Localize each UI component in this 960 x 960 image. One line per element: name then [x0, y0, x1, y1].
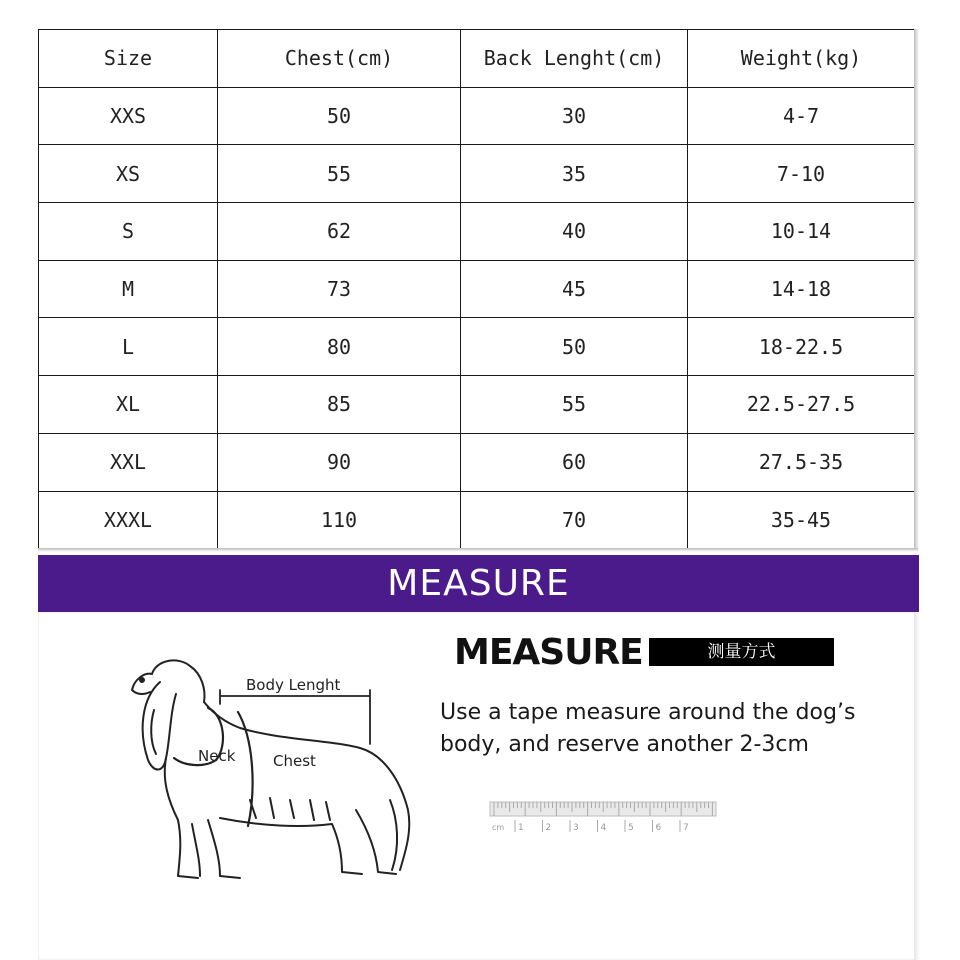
ruler-number: 7 [683, 823, 689, 833]
table-cell: XXL [39, 433, 218, 491]
table-cell: 35-45 [688, 491, 915, 549]
instruction-line-2: body, and reserve another 2-3cm [440, 732, 809, 757]
table-cell: 55 [218, 145, 461, 203]
measure-instructions [440, 697, 910, 761]
table-row [39, 203, 915, 261]
instruction-line-1: Use a tape measure around the dog’s [440, 700, 856, 725]
table-edge-shadow [914, 29, 919, 551]
ruler-number: 1 [518, 823, 524, 833]
table-row [39, 87, 915, 145]
table-cell: M [39, 260, 218, 318]
measure-method-tag: 测量方式 [649, 638, 834, 666]
ruler-number: 4 [600, 823, 607, 833]
table-cell: 55 [461, 376, 688, 434]
table-cell: 45 [461, 260, 688, 318]
table-cell: 70 [461, 491, 688, 549]
measure-banner: MEASURE [38, 555, 919, 612]
ruler-number: 2 [545, 823, 552, 833]
panel-edge-shadow [914, 612, 920, 960]
header-size: Size [39, 30, 218, 88]
table-header-row [39, 30, 915, 88]
table-cell: 50 [218, 87, 461, 145]
table-cell: 40 [461, 203, 688, 261]
table-row [39, 433, 915, 491]
header-chest: Chest(cm) [218, 30, 461, 88]
table-cell: 80 [218, 318, 461, 376]
table-row [39, 491, 915, 549]
neck-label: Neck [198, 747, 236, 765]
ruler-illustration [488, 800, 720, 836]
table-cell: 90 [218, 433, 461, 491]
table-cell: 27.5-35 [688, 433, 915, 491]
table-cell: XL [39, 376, 218, 434]
chest-label: Chest [273, 752, 316, 770]
size-chart-table [38, 29, 915, 549]
table-cell: XS [39, 145, 218, 203]
table-row [39, 145, 915, 203]
table-cell: 62 [218, 203, 461, 261]
table-cell: S [39, 203, 218, 261]
table-cell: XXS [39, 87, 218, 145]
table-cell: 73 [218, 260, 461, 318]
body-length-label: Body Lenght [246, 676, 341, 694]
table-row [39, 260, 915, 318]
table-cell: 7-10 [688, 145, 915, 203]
table-cell: 10-14 [688, 203, 915, 261]
ruler-number: 3 [573, 823, 579, 833]
table-cell: 22.5-27.5 [688, 376, 915, 434]
table-cell: 110 [218, 491, 461, 549]
table-row [39, 318, 915, 376]
table-cell: 18-22.5 [688, 318, 915, 376]
header-back-length: Back Lenght(cm) [461, 30, 688, 88]
table-row [39, 376, 915, 434]
ruler-unit: cm [492, 823, 505, 832]
table-body [39, 87, 915, 549]
ruler-number: 6 [655, 823, 662, 833]
table-cell: 50 [461, 318, 688, 376]
table-cell: 4-7 [688, 87, 915, 145]
measure-heading: MEASURE [454, 632, 643, 673]
table-cell: L [39, 318, 218, 376]
table-cell: 35 [461, 145, 688, 203]
table-cell: 60 [461, 433, 688, 491]
table-cell: XXXL [39, 491, 218, 549]
table-bottom-shadow [38, 548, 918, 552]
header-weight: Weight(kg) [688, 30, 915, 88]
table-cell: 30 [461, 87, 688, 145]
table-cell: 85 [218, 376, 461, 434]
ruler-number: 5 [628, 823, 634, 833]
table-cell: 14-18 [688, 260, 915, 318]
